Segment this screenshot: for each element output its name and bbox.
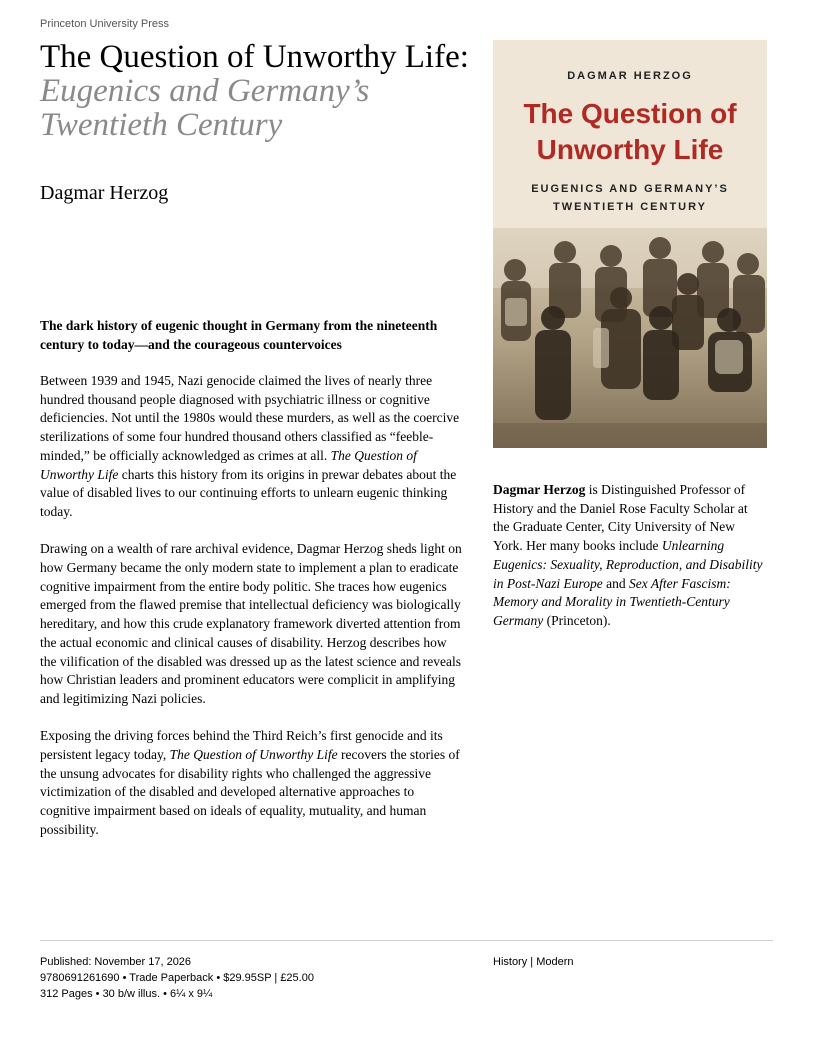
description-paragraph-2: Drawing on a wealth of rare archival evidence, Dagmar Herzog sheds light on how Germany became the only modern state to implement a plan to eradicate cognitive impairment from the entire body politic. She traces how eugenics emerged from the flawed premise that intellectual deficiency was biologically hereditary, and how this crude explanatory framework diverted attention from the actual economic and clinical causes of disability. Herzog describes how the vilification of the disabled was dressed up as the latest science and reveals how Christian leaders and prominent educators were complicit in amplifying and legitimizing Nazi policies. bbox=[40, 541, 462, 706]
publication-details bbox=[40, 954, 314, 1002]
bio-author-name: Dagmar Herzog bbox=[493, 482, 586, 497]
description bbox=[40, 372, 464, 858]
author-bio bbox=[493, 481, 763, 631]
cover-title-line2: Unworthy Life bbox=[536, 134, 724, 165]
bio-text: and bbox=[602, 575, 629, 591]
isbn-format-price: 9780691261690 • Trade Paperback • $29.95SP | £25.00 bbox=[40, 972, 314, 984]
bio-book-title: Sex After Fascism: Memory and Morality in Twentieth-Century Germany bbox=[493, 575, 731, 628]
cover-subtitle-line1: EUGENICS AND GERMANY’S bbox=[531, 183, 729, 195]
cover-author: DAGMAR HERZOG bbox=[567, 70, 693, 82]
cover-title bbox=[493, 96, 767, 168]
description-text: Between 1939 and 1945, Nazi genocide claimed the lives of nearly three hundred thousand people diagnosed with psychiatric illness or cognitive deficiencies. Not until the 1980s would these murders, as well as the coercive sterilizations of some four hundred thousand others classified as “feeble-minded,” be officially acknowledged as crimes at all. bbox=[40, 373, 460, 463]
author-name: Dagmar Herzog bbox=[40, 182, 169, 204]
bio-text: is Distinguished Professor of History and the Daniel Rose Faculty Scholar at the Graduate Center, City University of New York. Her many books include bbox=[493, 482, 748, 554]
book-title bbox=[40, 40, 470, 142]
page-specs: 312 Pages • 30 b/w illus. • 6¼ x 9¼ bbox=[40, 988, 213, 1000]
book-cover bbox=[493, 40, 767, 448]
book-title-italic: The Question of Unworthy Life bbox=[40, 447, 417, 482]
description-paragraph-3 bbox=[40, 727, 464, 839]
cover-subtitle-line2: TWENTIETH CENTURY bbox=[553, 201, 707, 213]
description-paragraph-1 bbox=[40, 372, 464, 522]
publisher-name: Princeton University Press bbox=[40, 18, 169, 30]
subject-category bbox=[493, 954, 574, 970]
book-title-italic: The Question of Unworthy Life bbox=[169, 747, 338, 763]
cover-subtitle bbox=[523, 180, 737, 216]
title-main: The Question of Unworthy Life: bbox=[40, 39, 469, 75]
cover-title-line1: The Question of bbox=[523, 98, 737, 129]
title-subtitle: Eugenics and Germany’s Twentieth Century bbox=[40, 73, 370, 143]
publication-date: Published: November 17, 2026 bbox=[40, 956, 192, 968]
bio-text: (Princeton). bbox=[543, 612, 611, 628]
description-text: Exposing the driving forces behind the Third Reich’s first genocide and its persistent legacy today, bbox=[40, 728, 443, 763]
tagline: The dark history of eugenic thought in Germany from the nineteenth century to today—and the courageous countervoices bbox=[40, 318, 438, 352]
description-text: recovers the stories of the unsung advocates for disability rights who challenged the aggressive victimization of the disabled and developed alternative approaches to cognitive impairment based on ideals of equality, mutuality, and human possibility. bbox=[40, 747, 460, 837]
footer-divider bbox=[40, 940, 773, 941]
bio-book-title: Unlearning Eugenics: Sexuality, Reproduction, and Disability in Post-Nazi Europe bbox=[493, 538, 763, 591]
subject-label: History | Modern bbox=[493, 956, 574, 968]
cover-photo bbox=[493, 228, 767, 448]
description-text: charts this history from its origins in prewar debates about the value of disabled lives to our continuing efforts to unlearn eugenic thinking today. bbox=[40, 466, 457, 519]
